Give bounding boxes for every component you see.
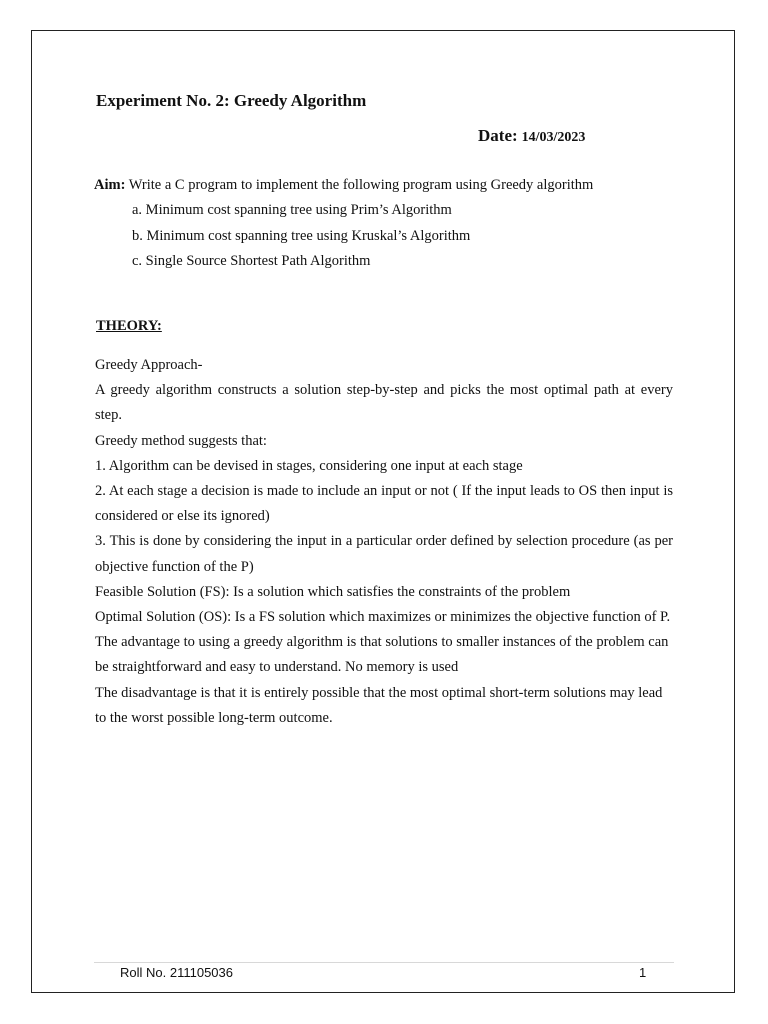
- paragraph: 1. Algorithm can be devised in stages, considering one input at each stage: [95, 457, 523, 474]
- theory-body: [95, 353, 673, 731]
- paragraph: Feasible Solution (FS): Is a solution which satisfies the constraints of the problem: [95, 583, 571, 600]
- aim-label: Aim:: [94, 177, 126, 193]
- aim-item: a. Minimum cost spanning tree using Prim’s Algorithm: [132, 202, 452, 218]
- paragraph: A greedy algorithm constructs a solution step-by-step and picks the most optimal path at every step.: [95, 382, 673, 424]
- aim-line: [94, 177, 593, 194]
- paragraph: Greedy Approach-: [95, 357, 203, 373]
- footer-divider: [94, 962, 674, 963]
- document-title: Experiment No. 2: Greedy Algorithm: [96, 91, 367, 110]
- aim-item: c. Single Source Shortest Path Algorithm: [132, 253, 371, 269]
- paragraph: Greedy method suggests that:: [95, 432, 267, 449]
- footer-roll-number: Roll No. 211105036: [120, 965, 233, 980]
- theory-heading: THEORY:: [96, 318, 162, 334]
- date-line: [478, 126, 585, 146]
- date-label: Date:: [478, 126, 518, 145]
- paragraph: The advantage to using a greedy algorithm is that solutions to smaller instances of the problem can be straightforward and easy to understand. No memory is used: [95, 634, 669, 676]
- footer-page-number: 1: [639, 965, 647, 980]
- date-value: 14/03/2023: [521, 130, 586, 145]
- paragraph: 3. This is done by considering the input in a particular order defined by selection procedure (as per objective function of the P): [95, 533, 673, 575]
- aim-text: Write a C program to implement the following program using Greedy algorithm: [128, 177, 594, 193]
- paragraph: 2. At each stage a decision is made to include an input or not ( If the input leads to OS then input is considered or else its ignored): [95, 483, 673, 525]
- paragraph: The disadvantage is that it is entirely possible that the most optimal short-term solutions may lead to the worst possible long-term outcome.: [95, 684, 663, 726]
- paragraph: Optimal Solution (OS): Is a FS solution which maximizes or minimizes the objective function of P.: [95, 609, 671, 626]
- aim-item: b. Minimum cost spanning tree using Kruskal’s Algorithm: [132, 228, 471, 244]
- document-page: [31, 30, 735, 993]
